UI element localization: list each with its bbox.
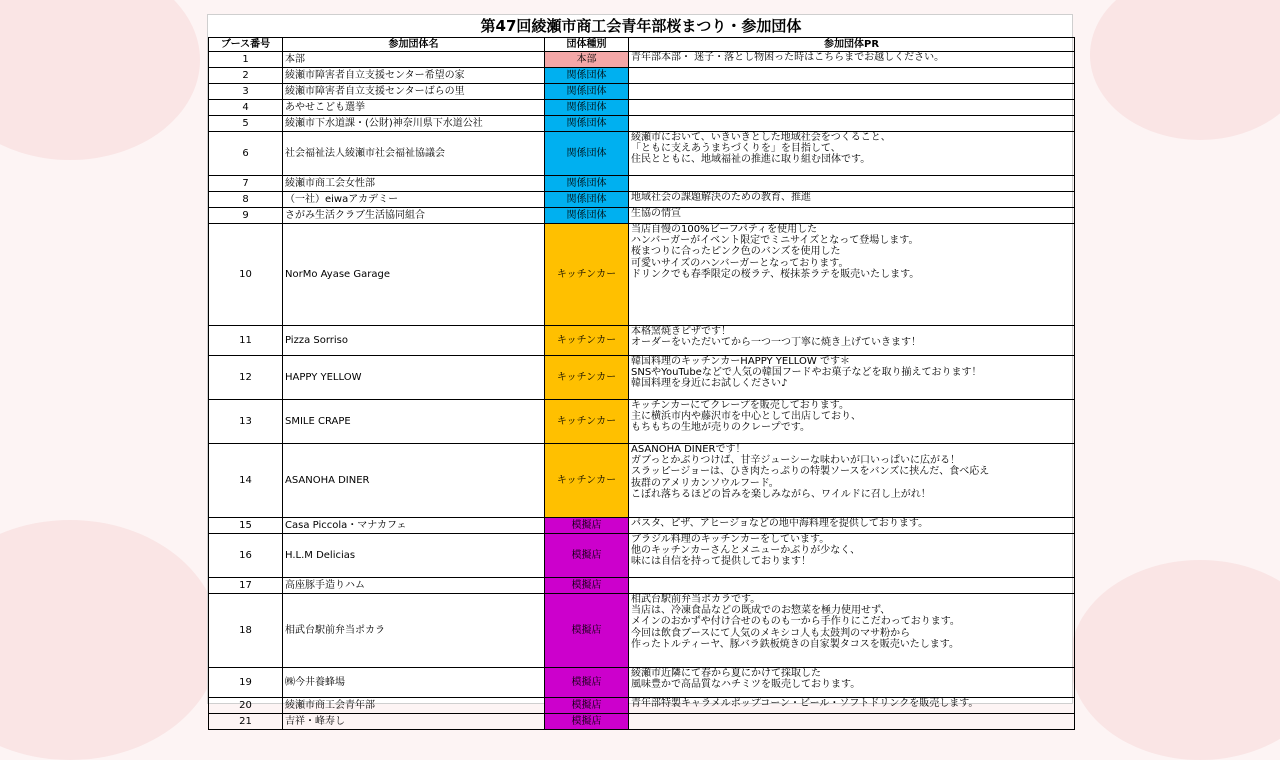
table-row	[209, 132, 1075, 176]
booth-number-cell: 21	[209, 714, 283, 730]
group-name-cell: HAPPY YELLOW	[283, 356, 545, 400]
booth-number-cell: 17	[209, 578, 283, 594]
pr-line: オーダーをいただいてから一つ一つ丁寧に焼き上げていきます！	[631, 337, 921, 349]
group-name-cell: あやせこども選挙	[283, 100, 545, 116]
pr-line: 相武台駅前弁当ポカラです。	[631, 594, 761, 605]
booth-number-cell: 10	[209, 224, 283, 326]
header-group-type: 団体種別	[545, 38, 629, 52]
table-row	[209, 52, 1075, 68]
table-row	[209, 714, 1075, 730]
booth-number-cell: 18	[209, 594, 283, 668]
group-type-cell: キッチンカー	[545, 444, 629, 518]
booth-number-cell: 15	[209, 518, 283, 534]
group-name-cell: ㈱今井養蜂場	[283, 668, 545, 698]
table-row	[209, 192, 1075, 208]
table-row	[209, 176, 1075, 192]
group-pr-cell	[629, 594, 1075, 668]
group-pr-cell	[629, 192, 1075, 208]
table-row	[209, 356, 1075, 400]
pr-line: 「ともに支えあうまちづくりを」を目指して、	[631, 143, 841, 155]
group-name-cell: 吉祥・峰寿し	[283, 714, 545, 730]
group-name-cell: （一社）eiwaアカデミー	[283, 192, 545, 208]
pr-line: キッチンカーにてクレープを販売しております。	[631, 400, 849, 411]
group-type-cell: 関係団体	[545, 68, 629, 84]
group-pr-cell	[629, 698, 1075, 714]
group-pr-cell	[629, 356, 1075, 400]
booth-number-cell: 5	[209, 116, 283, 132]
pr-line: 風味豊かで高品質なハチミツを販売しております。	[631, 679, 861, 691]
spreadsheet-page	[207, 14, 1073, 727]
pr-line: 作ったトルティーヤ、豚バラ鉄板焼きの自家製タコスを販売いたします。	[631, 638, 959, 650]
background-petal	[1070, 560, 1280, 760]
group-pr-cell	[629, 68, 1075, 84]
group-pr-cell	[629, 326, 1075, 356]
table-row	[209, 400, 1075, 444]
group-type-cell: 模擬店	[545, 668, 629, 698]
header-booth-number: ブース番号	[209, 38, 283, 52]
group-name-cell: H.L.M Delicias	[283, 534, 545, 578]
pr-line: スラッピージョーは、ひき肉たっぷりの特製ソースをバンズに挟んだ、食べ応え	[631, 466, 990, 478]
table-body	[209, 52, 1075, 730]
table-row	[209, 326, 1075, 356]
group-pr-cell	[629, 176, 1075, 192]
group-type-cell: 関係団体	[545, 208, 629, 224]
group-pr-cell	[629, 400, 1075, 444]
booth-number-cell: 19	[209, 668, 283, 698]
group-type-cell: 関係団体	[545, 116, 629, 132]
group-pr-cell	[629, 52, 1075, 68]
background-petal	[0, 520, 220, 760]
group-pr-cell	[629, 444, 1075, 518]
booth-number-cell: 12	[209, 356, 283, 400]
pr-line: 主に横浜市内や藤沢市を中心として出店しており、	[631, 411, 861, 423]
table-row	[209, 534, 1075, 578]
group-name-cell: 綾瀬市商工会女性部	[283, 176, 545, 192]
pr-line: 本格窯焼きピザです！	[631, 326, 731, 337]
table-row	[209, 68, 1075, 84]
group-type-cell: 模擬店	[545, 594, 629, 668]
pr-line: ブラジル料理のキッチンカーをしています。	[631, 534, 830, 545]
group-type-cell: 関係団体	[545, 132, 629, 176]
group-pr-cell	[629, 714, 1075, 730]
pr-line: 桜まつりに合ったピンク色のバンズを使用した	[631, 246, 841, 258]
group-name-cell: 相武台駅前弁当ポカラ	[283, 594, 545, 668]
table-row	[209, 100, 1075, 116]
group-type-cell: 模擬店	[545, 698, 629, 714]
booth-number-cell: 4	[209, 100, 283, 116]
group-name-cell: 高座豚手造りハム	[283, 578, 545, 594]
pr-line: 他のキッチンカーさんとメニューかぶりが少なく、	[631, 545, 861, 557]
pr-line: 綾瀬市において、いきいきとした地域社会をつくること、	[631, 132, 891, 143]
group-pr-cell	[629, 116, 1075, 132]
group-pr-cell	[629, 534, 1075, 578]
group-type-cell: 関係団体	[545, 192, 629, 208]
group-name-cell: 綾瀬市障害者自立支援センターばらの里	[283, 84, 545, 100]
group-name-cell: Casa Piccola・マナカフェ	[283, 518, 545, 534]
pr-line: 青年部特製キャラメルポップコーン・ビール・ソフトドリンクを販売します。	[631, 698, 979, 709]
group-type-cell: 模擬店	[545, 714, 629, 730]
pr-line: 生協の情宣	[631, 208, 681, 219]
booth-number-cell: 6	[209, 132, 283, 176]
pr-line: SNSやYouTubeなどで人気の韓国フードやお菓子などを取り揃えております！	[631, 367, 982, 379]
group-name-cell: ASANOHA DINER	[283, 444, 545, 518]
pr-line: メインのおかずや付け合せのものも一から手作りにこだわっております。	[631, 616, 960, 628]
pr-line: 抜群のアメリカンソウルフード。	[631, 477, 779, 489]
table-row	[209, 116, 1075, 132]
group-name-cell: 綾瀬市商工会青年部	[283, 698, 545, 714]
pr-line: ドリンクでも春季限定の桜ラテ、桜抹茶ラテを販売いたします。	[631, 268, 920, 280]
group-name-cell: Pizza Sorriso	[283, 326, 545, 356]
pr-line: パスタ、ピザ、アヒージョなどの地中海料理を提供しております。	[631, 518, 929, 529]
table-row	[209, 224, 1075, 326]
background-petal	[1090, 0, 1280, 140]
booth-number-cell: 2	[209, 68, 283, 84]
group-pr-cell	[629, 208, 1075, 224]
group-type-cell: 模擬店	[545, 578, 629, 594]
table-header-row	[209, 38, 1075, 52]
booth-number-cell: 8	[209, 192, 283, 208]
group-type-cell: 関係団体	[545, 176, 629, 192]
group-name-cell: 綾瀬市下水道課・(公財)神奈川県下水道公社	[283, 116, 545, 132]
group-type-cell: キッチンカー	[545, 400, 629, 444]
booth-number-cell: 9	[209, 208, 283, 224]
pr-line: 当店自慢の100%ビーフパティを使用した	[631, 224, 818, 235]
booth-number-cell: 1	[209, 52, 283, 68]
booth-number-cell: 13	[209, 400, 283, 444]
participants-table	[208, 37, 1075, 730]
background-petal	[0, 0, 200, 160]
booth-number-cell: 3	[209, 84, 283, 100]
pr-line: ガブっとかぶりつけば、甘辛ジューシーな味わいが口いっぱいに広がる！	[631, 455, 960, 467]
group-pr-cell	[629, 518, 1075, 534]
booth-number-cell: 20	[209, 698, 283, 714]
table-row	[209, 208, 1075, 224]
pr-line: 当店は、冷凍食品などの既成でのお惣菜を極力使用せず、	[631, 605, 891, 617]
pr-line: ASANOHA DINERです！	[631, 444, 746, 455]
group-name-cell: 綾瀬市障害者自立支援センター希望の家	[283, 68, 545, 84]
group-pr-cell	[629, 100, 1075, 116]
group-type-cell: 模擬店	[545, 534, 629, 578]
group-pr-cell	[629, 132, 1075, 176]
table-row	[209, 578, 1075, 594]
pr-line: 今回は飲食ブースにて人気のメキシコ人も太鼓判のマサ粉から	[631, 627, 911, 639]
group-type-cell: 関係団体	[545, 84, 629, 100]
table-row	[209, 668, 1075, 698]
group-type-cell: 関係団体	[545, 100, 629, 116]
group-type-cell: 模擬店	[545, 518, 629, 534]
pr-line: 青年部本部・ 迷子・落とし物困った時はこちらまでお越しください。	[631, 52, 945, 63]
group-name-cell: さがみ生活クラブ生活協同組合	[283, 208, 545, 224]
group-name-cell: NorMo Ayase Garage	[283, 224, 545, 326]
table-row	[209, 698, 1075, 714]
table-row	[209, 594, 1075, 668]
group-pr-cell	[629, 668, 1075, 698]
table-row	[209, 518, 1075, 534]
group-pr-cell	[629, 84, 1075, 100]
group-name-cell: 本部	[283, 52, 545, 68]
booth-number-cell: 7	[209, 176, 283, 192]
pr-line: ハンバーガーがイベント限定でミニサイズとなって登場します。	[631, 235, 919, 247]
pr-line: 住民とともに、地域福祉の推進に取り組む団体です。	[631, 154, 871, 166]
group-type-cell: キッチンカー	[545, 224, 629, 326]
booth-number-cell: 16	[209, 534, 283, 578]
pr-line: 綾瀬市近隣にて春から夏にかけて採取した	[631, 668, 821, 679]
pr-line: 韓国料理を身近にお試しください♪	[631, 378, 788, 390]
pr-line: 味には自信を持って提供しております！	[631, 556, 811, 568]
page-title: 第47回綾瀬市商工会青年部桜まつり・参加団体	[480, 17, 802, 35]
pr-line: 可愛いサイズのハンバーガーとなっております。	[631, 257, 849, 269]
pr-line: 韓国料理のキッチンカーHAPPY YELLOW です＊	[631, 356, 850, 367]
group-type-cell: キッチンカー	[545, 356, 629, 400]
table-row	[209, 84, 1075, 100]
group-name-cell: SMILE CRAPE	[283, 400, 545, 444]
header-group-name: 参加団体名	[283, 38, 545, 52]
booth-number-cell: 14	[209, 444, 283, 518]
table-row	[209, 444, 1075, 518]
pr-line: こぼれ落ちるほどの旨みを楽しみながら、ワイルドに召し上がれ！	[631, 488, 931, 500]
group-type-cell: 本部	[545, 52, 629, 68]
pr-line: もちもちの生地が売りのクレープです。	[631, 422, 810, 434]
header-group-pr: 参加団体PR	[629, 38, 1075, 52]
booth-number-cell: 11	[209, 326, 283, 356]
group-pr-cell	[629, 578, 1075, 594]
group-name-cell: 社会福祉法人綾瀬市社会福祉協議会	[283, 132, 545, 176]
group-type-cell: キッチンカー	[545, 326, 629, 356]
pr-line: 地域社会の課題解決のための教育、推進	[631, 192, 811, 203]
group-pr-cell	[629, 224, 1075, 326]
